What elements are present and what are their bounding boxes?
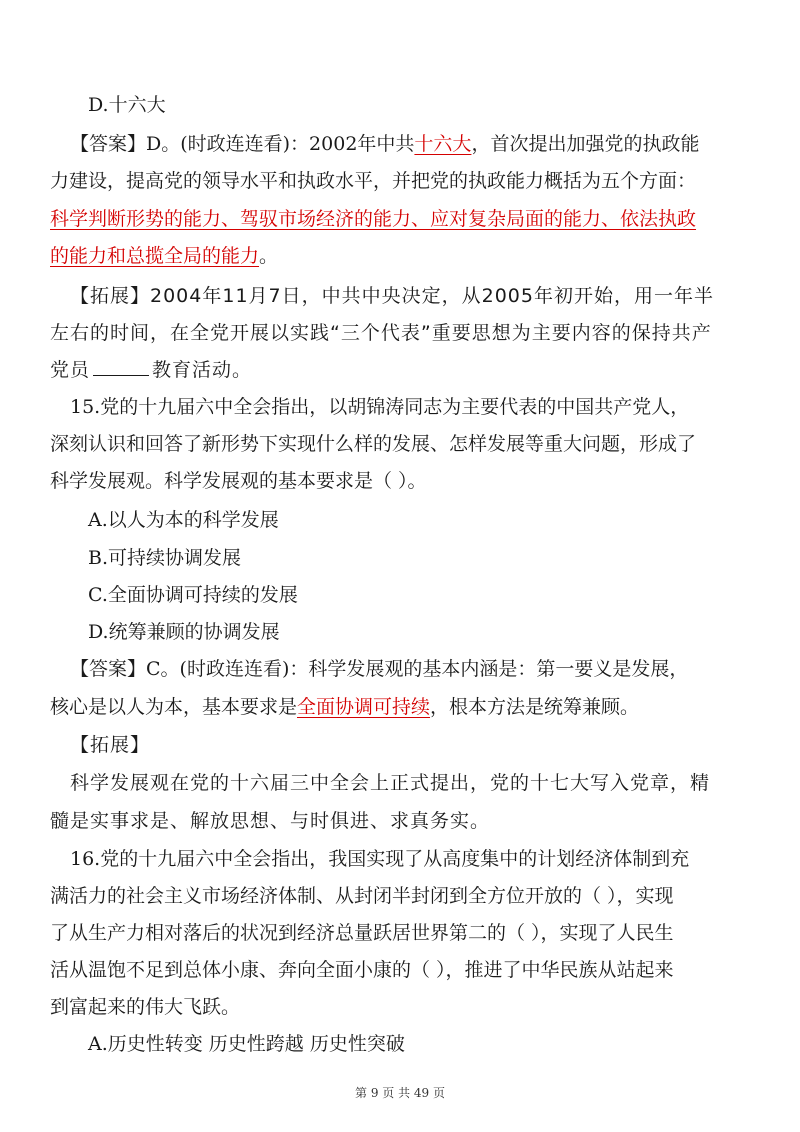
q14-answer-line-4: 的能力和总揽全局的能力。 <box>50 245 279 267</box>
q15-stem-line-2: 深刻认识和回答了新形势下实现什么样的发展、怎样发展等重大问题，形成了 <box>50 433 697 455</box>
q14-answer-highlight-2: 科学判断形势的能力、驾驭市场经济的能力、应对复杂局面的能力、依法执政 <box>50 208 697 230</box>
fill-in-blank <box>93 359 149 376</box>
q15-answer-line-1: 【答案】C。(时政连连看)：科学发展观的基本内涵是：第一要义是发展， <box>70 658 689 680</box>
q15-answer-line-2: 核心是以人为本，基本要求是全面协调可持续，根本方法是统筹兼顾。 <box>50 696 640 718</box>
q16-stem-line-2: 满活力的社会主义市场经济体制、从封闭半封闭到全方位开放的（ ），实现 <box>50 885 674 907</box>
q15-extension-line-2: 髓是实事求是、解放思想、与时俱进、求真务实。 <box>50 810 491 832</box>
q15-option-b: B.可持续协调发展 <box>88 547 242 569</box>
q16-stem-line-1: 16.党的十九届六中全会指出，我国实现了从高度集中的计划经济体制到充 <box>70 848 690 870</box>
q14-extension-line-2: 左右的时间，在全党开展以实践“三个代表”重要思想为主要内容的保持共产 <box>50 322 712 344</box>
q16-stem-line-4: 活从温饱不足到总体小康、奔向全面小康的（ ），推进了中华民族从站起来 <box>50 959 674 981</box>
q15-stem-line-3: 科学发展观。科学发展观的基本要求是（ ）。 <box>50 470 427 492</box>
page-number-footer: 第 9 页 共 49 页 <box>355 1086 445 1100</box>
q14-extension-line-1: 【拓展】2004年11月7日，中共中央决定，从2005年初开始，用一年半 <box>70 285 714 307</box>
q14-answer-line-3 <box>50 206 696 232</box>
q14-option-d: D.十六大 <box>88 94 166 116</box>
q15-answer-highlight: 全面协调可持续 <box>297 696 431 718</box>
q15-stem-line-1: 15.党的十九届六中全会指出，以胡锦涛同志为主要代表的中国共产党人， <box>70 396 690 418</box>
q14-answer-highlight: 十六大 <box>414 133 472 155</box>
q14-answer-line-2: 力建设，提高党的领导水平和执政水平，并把党的执政能力概括为五个方面： <box>50 170 697 192</box>
q16-stem-line-3: 了从生产力相对落后的状况到经济总量跃居世界第二的（ ），实现了人民生 <box>50 922 674 944</box>
q14-answer-line-1: 【答案】D。(时政连连看)：2002年中共十六大，首次提出加强党的执政能 <box>70 133 700 155</box>
q15-extension-line-1: 科学发展观在党的十六届三中全会上正式提出，党的十七大写入党章，精 <box>70 772 711 794</box>
q15-option-c: C.全面协调可持续的发展 <box>88 584 298 606</box>
q15-option-d: D.统筹兼顾的协调发展 <box>88 621 280 643</box>
q14-extension-line-3: 党员 教育活动。 <box>50 359 253 381</box>
q14-answer-highlight-3: 的能力和总揽全局的能力 <box>50 245 260 267</box>
q15-option-a: A.以人为本的科学发展 <box>88 509 279 531</box>
q15-extension-title: 【拓展】 <box>70 734 151 756</box>
q16-option-a: A.历史性转变 历史性跨越 历史性突破 <box>88 1033 405 1055</box>
q16-stem-line-5: 到富起来的伟大飞跃。 <box>50 996 241 1018</box>
